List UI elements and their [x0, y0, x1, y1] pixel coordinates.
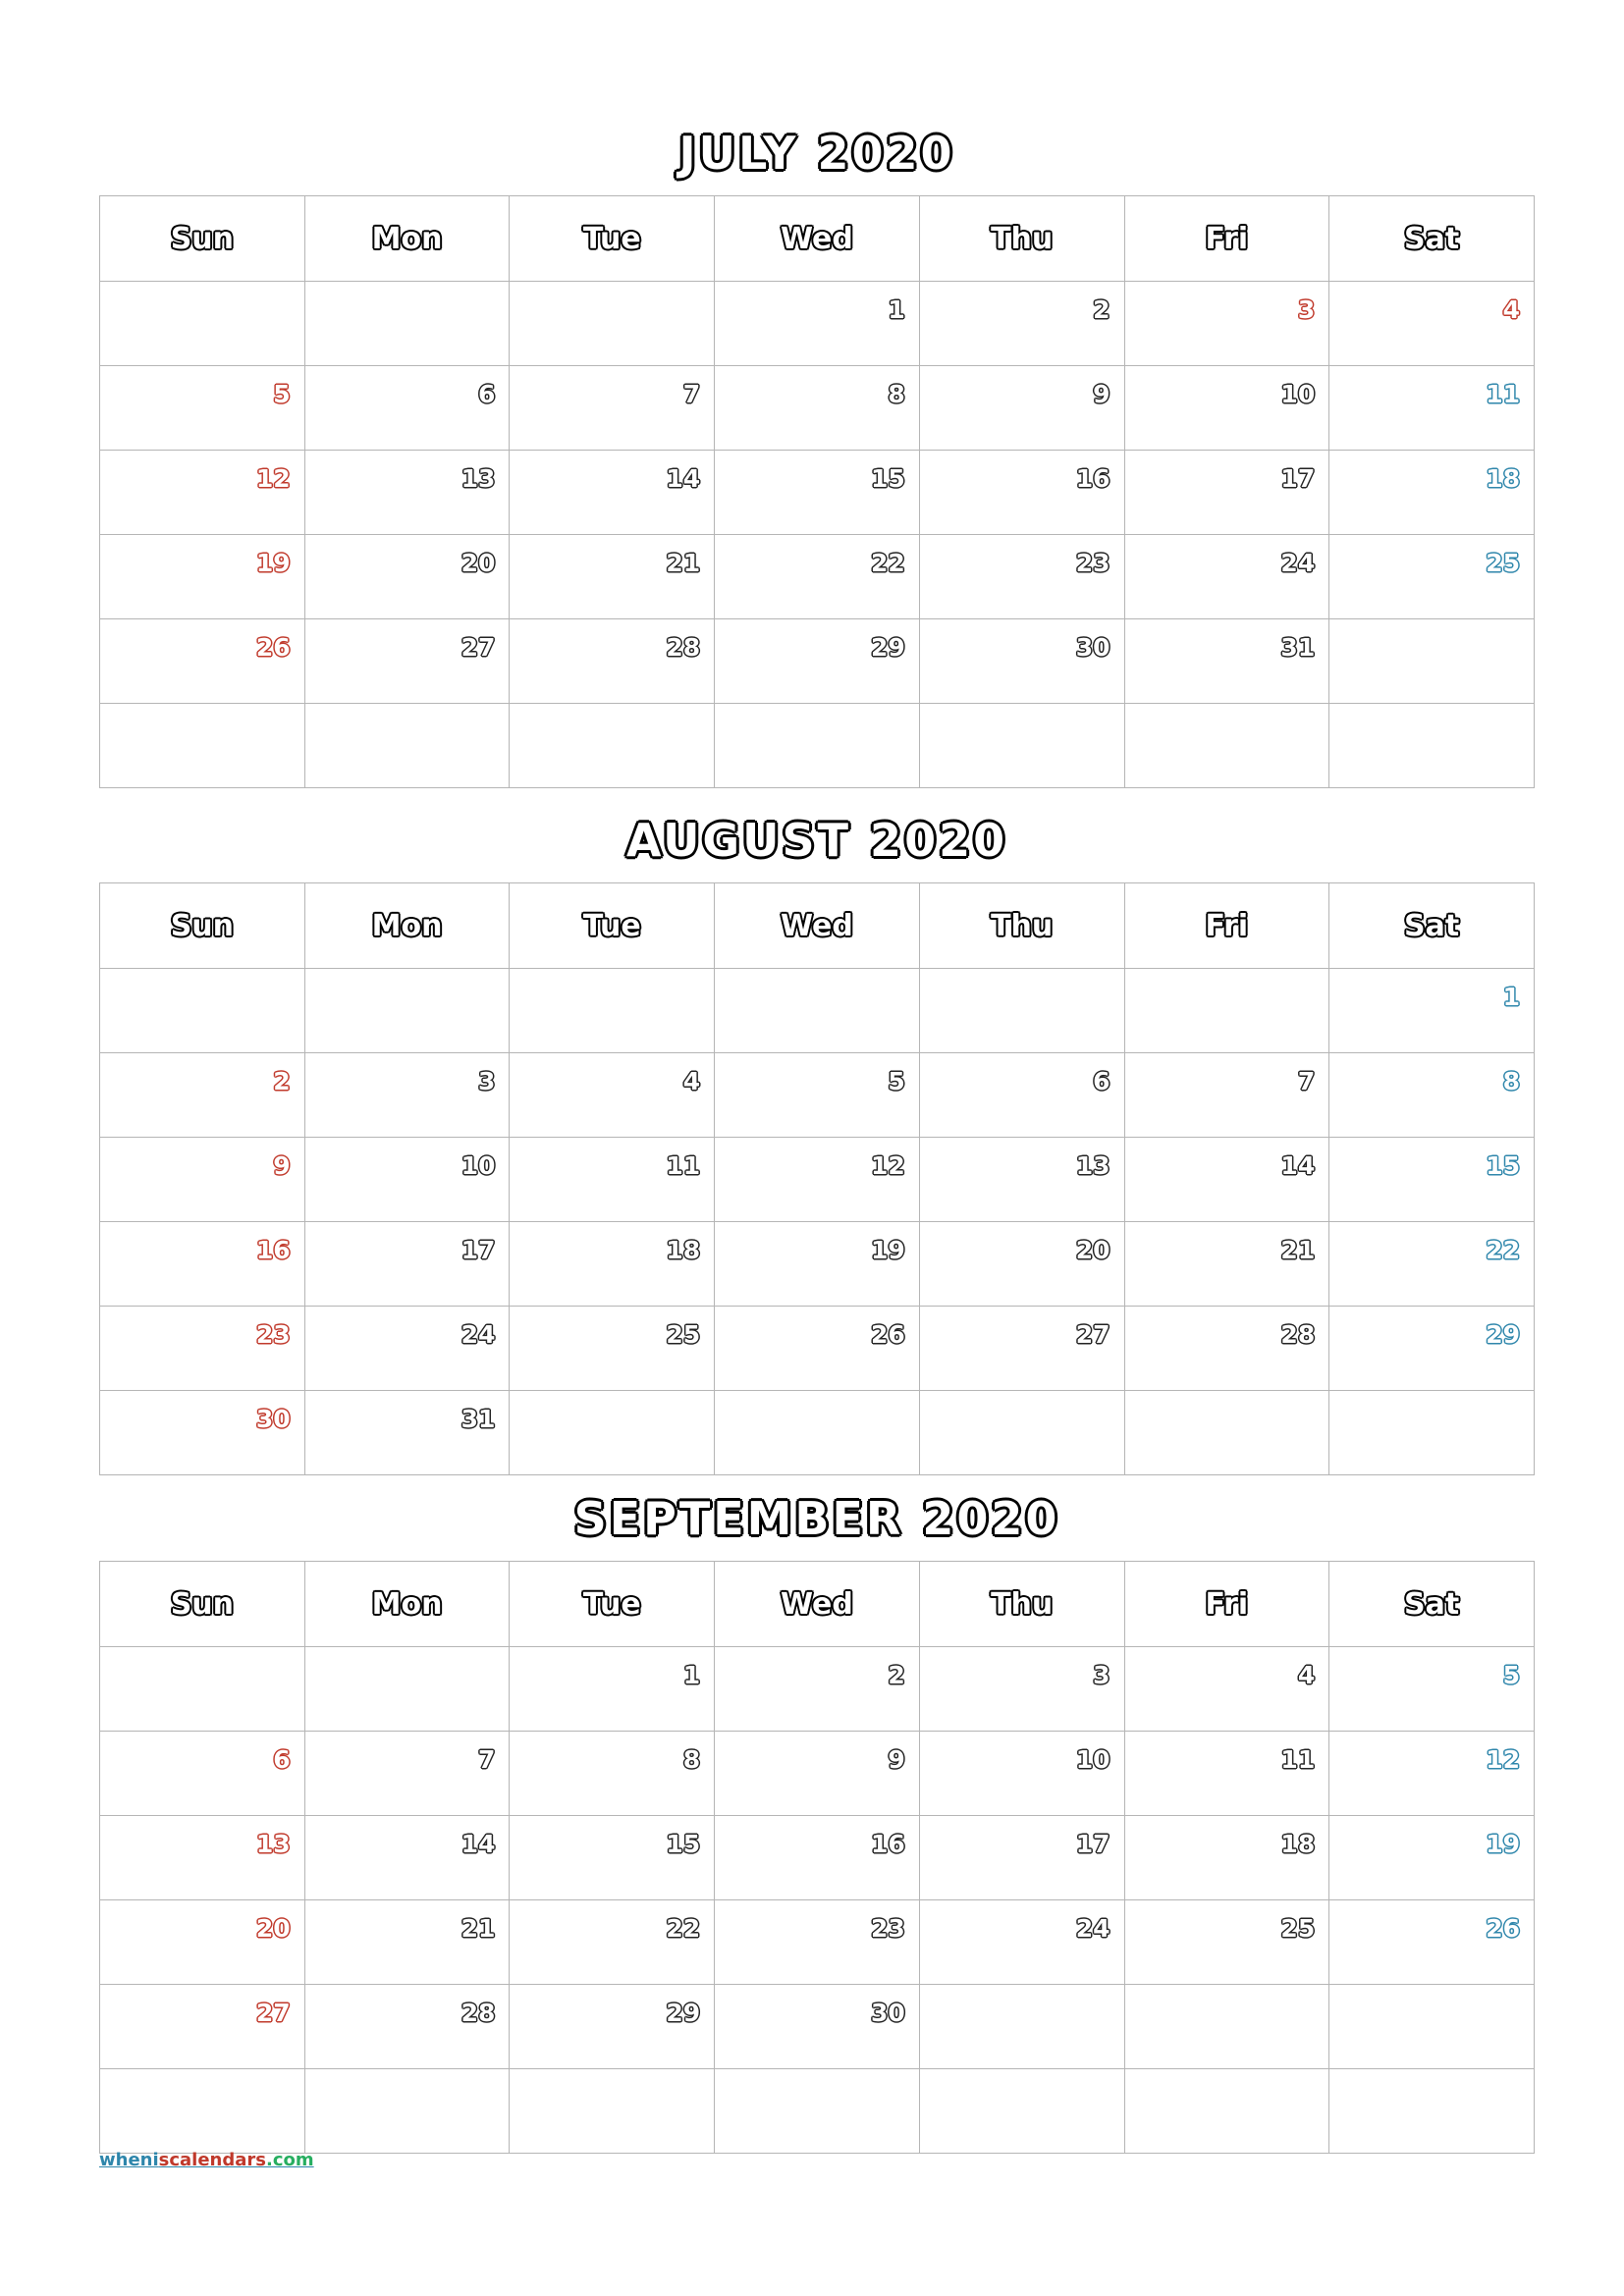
website-link[interactable]: [99, 2150, 314, 2170]
day-number: 11: [1486, 380, 1520, 408]
day-cell: [1329, 1138, 1535, 1222]
day-cell: [1124, 1138, 1329, 1222]
day-number: 27: [1075, 1320, 1110, 1349]
day-cell: [1329, 1391, 1535, 1475]
day-cell: [1124, 969, 1329, 1053]
day-number: 12: [255, 464, 291, 493]
day-cell: [1124, 451, 1329, 535]
week-row: [100, 451, 1535, 535]
day-number: 31: [1280, 633, 1316, 662]
day-number: 7: [682, 380, 701, 408]
day-cell: [510, 1138, 715, 1222]
day-number: 10: [460, 1151, 496, 1180]
day-number: 12: [871, 1151, 905, 1180]
day-cell: [100, 704, 305, 788]
day-cell: [1329, 969, 1535, 1053]
day-cell: [1329, 1985, 1535, 2069]
day-cell: [510, 1053, 715, 1138]
day-number: 23: [255, 1320, 291, 1349]
day-number: 23: [871, 1914, 905, 1943]
day-cell: [1124, 366, 1329, 451]
day-number: 8: [1502, 1067, 1520, 1095]
day-number: 29: [871, 633, 905, 662]
weekday-header: Mon: [304, 1562, 510, 1647]
day-number: 29: [666, 1999, 701, 2027]
day-number: 7: [478, 1745, 496, 1774]
day-cell: [100, 1053, 305, 1138]
day-cell: [100, 451, 305, 535]
day-cell: [1124, 1816, 1329, 1900]
day-cell: [510, 535, 715, 619]
day-number: 7: [1297, 1067, 1316, 1095]
day-number: 2: [273, 1067, 291, 1095]
day-cell: [1124, 282, 1329, 366]
day-cell: [919, 2069, 1124, 2154]
day-cell: [715, 1138, 920, 1222]
day-cell: [304, 969, 510, 1053]
day-cell: [510, 1900, 715, 1985]
day-cell: [304, 1138, 510, 1222]
weekday-header: Fri: [1124, 1562, 1329, 1647]
day-number: 28: [1280, 1320, 1316, 1349]
week-row: [100, 1307, 1535, 1391]
weekday-header: Thu: [919, 196, 1124, 282]
day-cell: [1329, 282, 1535, 366]
day-number: 18: [1280, 1830, 1316, 1858]
day-cell: [1124, 535, 1329, 619]
day-cell: [304, 704, 510, 788]
day-cell: [919, 1732, 1124, 1816]
day-number: 10: [1075, 1745, 1110, 1774]
day-number: 26: [255, 633, 291, 662]
week-row: [100, 2069, 1535, 2154]
day-cell: [510, 1985, 715, 2069]
day-cell: [304, 366, 510, 451]
weekday-header: Tue: [510, 1562, 715, 1647]
day-cell: [919, 1816, 1124, 1900]
day-cell: [304, 535, 510, 619]
weekday-header: Tue: [510, 196, 715, 282]
day-number: 27: [255, 1999, 291, 2027]
day-number: 15: [871, 464, 905, 493]
day-number: 23: [1075, 549, 1110, 577]
day-cell: [1124, 1985, 1329, 2069]
day-cell: [510, 969, 715, 1053]
day-cell: [1124, 1647, 1329, 1732]
day-cell: [715, 2069, 920, 2154]
week-row: [100, 1138, 1535, 1222]
weekday-header: Tue: [510, 883, 715, 969]
day-cell: [100, 1307, 305, 1391]
day-number: 1: [888, 295, 905, 324]
weekday-header: Mon: [304, 196, 510, 282]
day-cell: [1124, 1732, 1329, 1816]
day-cell: [100, 1732, 305, 1816]
calendar-grid: [99, 1561, 1535, 2154]
day-number: 14: [460, 1830, 496, 1858]
weekday-header: Sun: [100, 196, 305, 282]
footer-text-part3: .com: [266, 2150, 314, 2170]
week-row: [100, 619, 1535, 704]
day-number: 15: [1486, 1151, 1520, 1180]
day-number: 21: [1280, 1236, 1316, 1264]
day-number: 8: [682, 1745, 701, 1774]
day-cell: [919, 366, 1124, 451]
day-number: 22: [666, 1914, 701, 1943]
day-number: 20: [255, 1914, 291, 1943]
day-cell: [715, 704, 920, 788]
month-september: [99, 1476, 1535, 2154]
day-cell: [1329, 704, 1535, 788]
day-cell: [1124, 1307, 1329, 1391]
day-cell: [1124, 704, 1329, 788]
month-title: AUGUST 2020: [625, 814, 1008, 867]
day-cell: [919, 535, 1124, 619]
day-cell: [919, 1307, 1124, 1391]
day-number: 31: [460, 1405, 496, 1433]
day-cell: [919, 1222, 1124, 1307]
day-number: 18: [666, 1236, 701, 1264]
footer-text-part2: scalendars: [158, 2150, 266, 2170]
day-cell: [1329, 1053, 1535, 1138]
day-number: 8: [888, 380, 905, 408]
day-number: 24: [1280, 549, 1316, 577]
day-number: 1: [682, 1661, 701, 1689]
day-number: 12: [1486, 1745, 1520, 1774]
day-cell: [510, 282, 715, 366]
week-row: [100, 1985, 1535, 2069]
week-row: [100, 1053, 1535, 1138]
day-number: 15: [666, 1830, 701, 1858]
day-number: 18: [1486, 464, 1520, 493]
day-number: 16: [1075, 464, 1110, 493]
day-cell: [100, 1647, 305, 1732]
day-number: 2: [1093, 295, 1110, 324]
day-cell: [715, 1391, 920, 1475]
day-cell: [715, 282, 920, 366]
weekday-header: Mon: [304, 883, 510, 969]
day-cell: [1329, 535, 1535, 619]
day-cell: [919, 1900, 1124, 1985]
day-cell: [715, 366, 920, 451]
weekday-header: Sun: [100, 1562, 305, 1647]
day-cell: [304, 619, 510, 704]
day-number: 1: [1502, 983, 1520, 1011]
day-number: 17: [1075, 1830, 1110, 1858]
calendar-grid: [99, 882, 1535, 1475]
day-cell: [304, 1222, 510, 1307]
day-cell: [100, 1222, 305, 1307]
day-number: 6: [478, 380, 496, 408]
day-cell: [715, 1900, 920, 1985]
day-cell: [510, 1732, 715, 1816]
day-number: 2: [888, 1661, 905, 1689]
day-number: 3: [478, 1067, 496, 1095]
day-cell: [715, 1222, 920, 1307]
day-number: 26: [1486, 1914, 1520, 1943]
day-number: 6: [273, 1745, 291, 1774]
week-row: [100, 282, 1535, 366]
day-number: 13: [460, 464, 496, 493]
weekday-header: Thu: [919, 1562, 1124, 1647]
day-number: 25: [1280, 1914, 1316, 1943]
day-cell: [510, 2069, 715, 2154]
day-number: 25: [666, 1320, 701, 1349]
day-number: 19: [255, 549, 291, 577]
day-cell: [919, 1138, 1124, 1222]
day-number: 14: [666, 464, 701, 493]
day-cell: [919, 704, 1124, 788]
day-number: 29: [1486, 1320, 1520, 1349]
day-cell: [510, 451, 715, 535]
week-row: [100, 1222, 1535, 1307]
day-cell: [510, 366, 715, 451]
week-row: [100, 1647, 1535, 1732]
day-cell: [100, 1816, 305, 1900]
day-cell: [919, 1053, 1124, 1138]
week-row: [100, 1391, 1535, 1475]
day-cell: [1329, 1900, 1535, 1985]
day-number: 17: [460, 1236, 496, 1264]
day-cell: [100, 1900, 305, 1985]
day-cell: [1329, 451, 1535, 535]
weekday-header: Wed: [715, 1562, 920, 1647]
month-title: JULY 2020: [678, 127, 955, 180]
day-cell: [100, 282, 305, 366]
day-cell: [1329, 1647, 1535, 1732]
day-cell: [304, 1732, 510, 1816]
day-cell: [510, 1307, 715, 1391]
day-number: 28: [666, 633, 701, 662]
day-number: 9: [273, 1151, 291, 1180]
day-cell: [100, 1138, 305, 1222]
day-cell: [100, 1391, 305, 1475]
day-number: 11: [1280, 1745, 1316, 1774]
day-cell: [510, 1647, 715, 1732]
month-july: [99, 111, 1535, 788]
day-cell: [510, 619, 715, 704]
day-cell: [100, 535, 305, 619]
day-cell: [100, 366, 305, 451]
day-cell: [715, 619, 920, 704]
day-number: 24: [460, 1320, 496, 1349]
day-number: 22: [1486, 1236, 1520, 1264]
day-number: 21: [460, 1914, 496, 1943]
day-cell: [919, 1391, 1124, 1475]
day-number: 4: [1502, 295, 1520, 324]
month-august: [99, 798, 1535, 1475]
day-cell: [1329, 1816, 1535, 1900]
day-number: 10: [1280, 380, 1316, 408]
day-cell: [919, 1985, 1124, 2069]
day-cell: [1329, 2069, 1535, 2154]
day-cell: [715, 1985, 920, 2069]
day-cell: [1329, 619, 1535, 704]
weekday-header: Sun: [100, 883, 305, 969]
weekday-header: Fri: [1124, 883, 1329, 969]
weekday-header: Thu: [919, 883, 1124, 969]
day-cell: [304, 1391, 510, 1475]
week-row: [100, 535, 1535, 619]
day-number: 19: [1486, 1830, 1520, 1858]
day-number: 20: [1075, 1236, 1110, 1264]
day-number: 27: [460, 633, 496, 662]
week-row: [100, 366, 1535, 451]
weekday-header: Sat: [1329, 1562, 1535, 1647]
day-cell: [1329, 1307, 1535, 1391]
day-cell: [1124, 1900, 1329, 1985]
day-cell: [715, 1307, 920, 1391]
day-cell: [1329, 1222, 1535, 1307]
day-cell: [304, 1816, 510, 1900]
day-cell: [304, 1985, 510, 2069]
day-cell: [304, 2069, 510, 2154]
day-number: 20: [460, 549, 496, 577]
day-cell: [919, 619, 1124, 704]
day-number: 13: [255, 1830, 291, 1858]
week-row: [100, 704, 1535, 788]
day-cell: [919, 282, 1124, 366]
day-cell: [1124, 2069, 1329, 2154]
day-cell: [100, 619, 305, 704]
calendar-grid: [99, 195, 1535, 788]
day-number: 22: [871, 549, 905, 577]
day-cell: [919, 969, 1124, 1053]
day-number: 9: [1093, 380, 1110, 408]
day-cell: [100, 969, 305, 1053]
day-number: 26: [871, 1320, 905, 1349]
day-cell: [510, 704, 715, 788]
day-cell: [1329, 1732, 1535, 1816]
day-cell: [715, 1647, 920, 1732]
day-number: 19: [871, 1236, 905, 1264]
day-cell: [1124, 1391, 1329, 1475]
day-number: 30: [871, 1999, 905, 2027]
day-cell: [715, 969, 920, 1053]
day-cell: [510, 1816, 715, 1900]
day-number: 16: [871, 1830, 905, 1858]
day-cell: [1124, 1222, 1329, 1307]
day-number: 17: [1280, 464, 1316, 493]
day-number: 28: [460, 1999, 496, 2027]
day-cell: [100, 2069, 305, 2154]
day-cell: [100, 1985, 305, 2069]
day-cell: [715, 1732, 920, 1816]
day-number: 16: [255, 1236, 291, 1264]
day-number: 9: [888, 1745, 905, 1774]
day-cell: [919, 1647, 1124, 1732]
day-cell: [1124, 1053, 1329, 1138]
day-number: 5: [273, 380, 291, 408]
day-cell: [304, 1900, 510, 1985]
week-row: [100, 969, 1535, 1053]
weekday-header: Sat: [1329, 883, 1535, 969]
day-cell: [715, 1053, 920, 1138]
day-number: 24: [1075, 1914, 1110, 1943]
day-number: 3: [1093, 1661, 1110, 1689]
weekday-header: Wed: [715, 883, 920, 969]
day-number: 30: [255, 1405, 291, 1433]
day-cell: [304, 282, 510, 366]
day-cell: [715, 1816, 920, 1900]
day-cell: [919, 451, 1124, 535]
day-number: 14: [1280, 1151, 1316, 1180]
day-number: 4: [682, 1067, 701, 1095]
day-cell: [304, 451, 510, 535]
day-cell: [304, 1647, 510, 1732]
day-number: 5: [888, 1067, 905, 1095]
day-number: 5: [1502, 1661, 1520, 1689]
weekday-header: Sat: [1329, 196, 1535, 282]
day-cell: [1124, 619, 1329, 704]
day-number: 21: [666, 549, 701, 577]
day-number: 11: [666, 1151, 701, 1180]
day-number: 30: [1075, 633, 1110, 662]
week-row: [100, 1732, 1535, 1816]
day-cell: [304, 1053, 510, 1138]
week-row: [100, 1900, 1535, 1985]
day-cell: [304, 1307, 510, 1391]
day-cell: [1329, 366, 1535, 451]
day-number: 3: [1297, 295, 1316, 324]
day-number: 13: [1075, 1151, 1110, 1180]
week-row: [100, 1816, 1535, 1900]
weekday-header: Wed: [715, 196, 920, 282]
day-cell: [510, 1391, 715, 1475]
day-number: 6: [1093, 1067, 1110, 1095]
day-cell: [715, 535, 920, 619]
day-number: 4: [1297, 1661, 1316, 1689]
day-number: 25: [1486, 549, 1520, 577]
weekday-header: Fri: [1124, 196, 1329, 282]
day-cell: [510, 1222, 715, 1307]
month-title: SEPTEMBER 2020: [573, 1492, 1060, 1545]
footer-text-part1: wheni: [99, 2150, 159, 2170]
day-cell: [715, 451, 920, 535]
